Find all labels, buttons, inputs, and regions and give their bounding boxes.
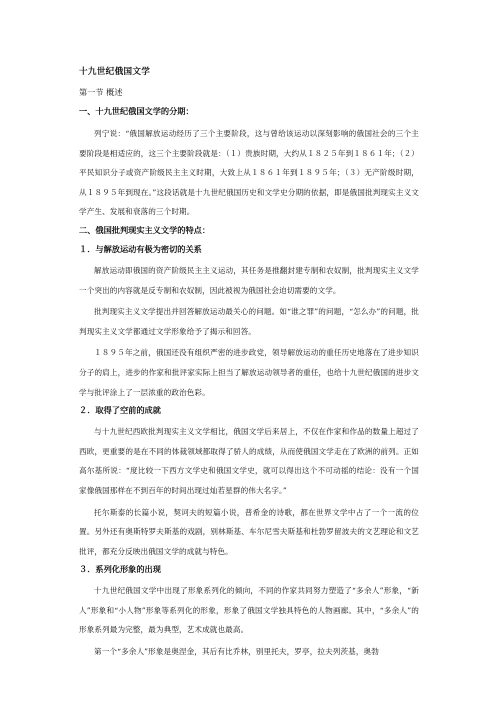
- paragraph: 托尔斯泰的长篇小说，契诃夫的短篇小说，普希金的诗歌，都在世界文学中占了一个一流的位置。另外还有奥斯特罗夫斯基的戏剧，别林斯基、车尔尼雪夫斯基和杜勃罗留波夫的文艺理论和文艺批评，都充分反映出俄国文学的成就与特色。: [79, 507, 419, 556]
- paragraph: 与十九世纪西欧批判现实主义文学相比，俄国文学后来居上，不仅在作家和作品的数量上超过了西欧，更重要的是在不同的体裁领域都取得了骄人的成绩，从而使俄国文学走在了欧洲的前列。正如高尔基所说：“度比较一下西方文学史和俄国文学史，就可以得出这个不可动摇的结论：没有一个国家像俄国那样在不到百年的时间出现过灿若星群的伟大名字。”: [79, 427, 419, 495]
- paragraph: 解放运动即俄国的资产阶级民主主义运动，其任务是推翻封建专制和农奴制，批判现实主义文学一个突出的内容就是反专制和农奴制，因此被视为俄国社会迫切需要的文学。: [79, 265, 419, 295]
- document-body: [79, 66, 419, 664]
- subheading-achievements: ２．取得了空前的成就: [79, 405, 161, 416]
- heading-periodization: 一、十九世纪俄国文学的分期：: [79, 106, 194, 116]
- paragraph: 列宁说：“俄国解放运动经历了三个主要阶段，这与曾给该运动以深刻影响的俄国社会的三个主要阶段是相适应的，这三个主要阶段就是：（１）贵族时期，大约从１８２５年到１８６１年；（２）平民知识分子或资产阶级民主主义时期，大致上从１８６１年到１８９５年；（３）无产阶级时期，从１８９５年到现在。”这段话就是十九世纪俄国历史和文学史分期的依据，即是俄国批判现实主义文学产生、发展和衰落的三个时期。: [79, 129, 419, 217]
- paragraph: １８９５年之前，俄国还没有组织严密的进步政党，领导解放运动的重任历史地落在了进步知识分子的肩上，进步的作家和批评家实际上担当了解放运动领导者的重任，也给十九世纪俄国的进步文学与批评涂上了一层浓重的政治色彩。: [79, 348, 419, 397]
- subheading-liberation-movement: １．与解放运动有极为密切的关系: [79, 243, 202, 254]
- paragraph: 批判现实主义文学提出并回答解放运动最关心的问题。如“谁之罪”的问题，“怎么办”的问题，批判现实主义文学都通过文学形象给予了揭示和回答。: [79, 307, 419, 336]
- section-heading: 第一节 概述: [79, 87, 123, 97]
- heading-characteristics: 二、俄国批判现实主义文学的特点：: [79, 224, 211, 235]
- document-title: 十九世纪俄国文学: [79, 67, 151, 77]
- subheading-serialized-images: ３．系列化形象的出现: [79, 564, 161, 575]
- paragraph: 第一个“多余人”形象是奥涅金，其后有比乔林，别里托夫，罗亭，拉夫列茨基，奥勃: [94, 647, 379, 657]
- paragraph: 十九世纪俄国文学中出现了形象系列化的倾向，不同的作家共同努力塑造了“多余人”形象，“新人”形象和“小人物”形象等系列化的形象，形象了俄国文学独具特色的人物画廊。其中，“多余人”的形象系列最为完整，最为典型，艺术成就也最高。: [79, 586, 419, 635]
